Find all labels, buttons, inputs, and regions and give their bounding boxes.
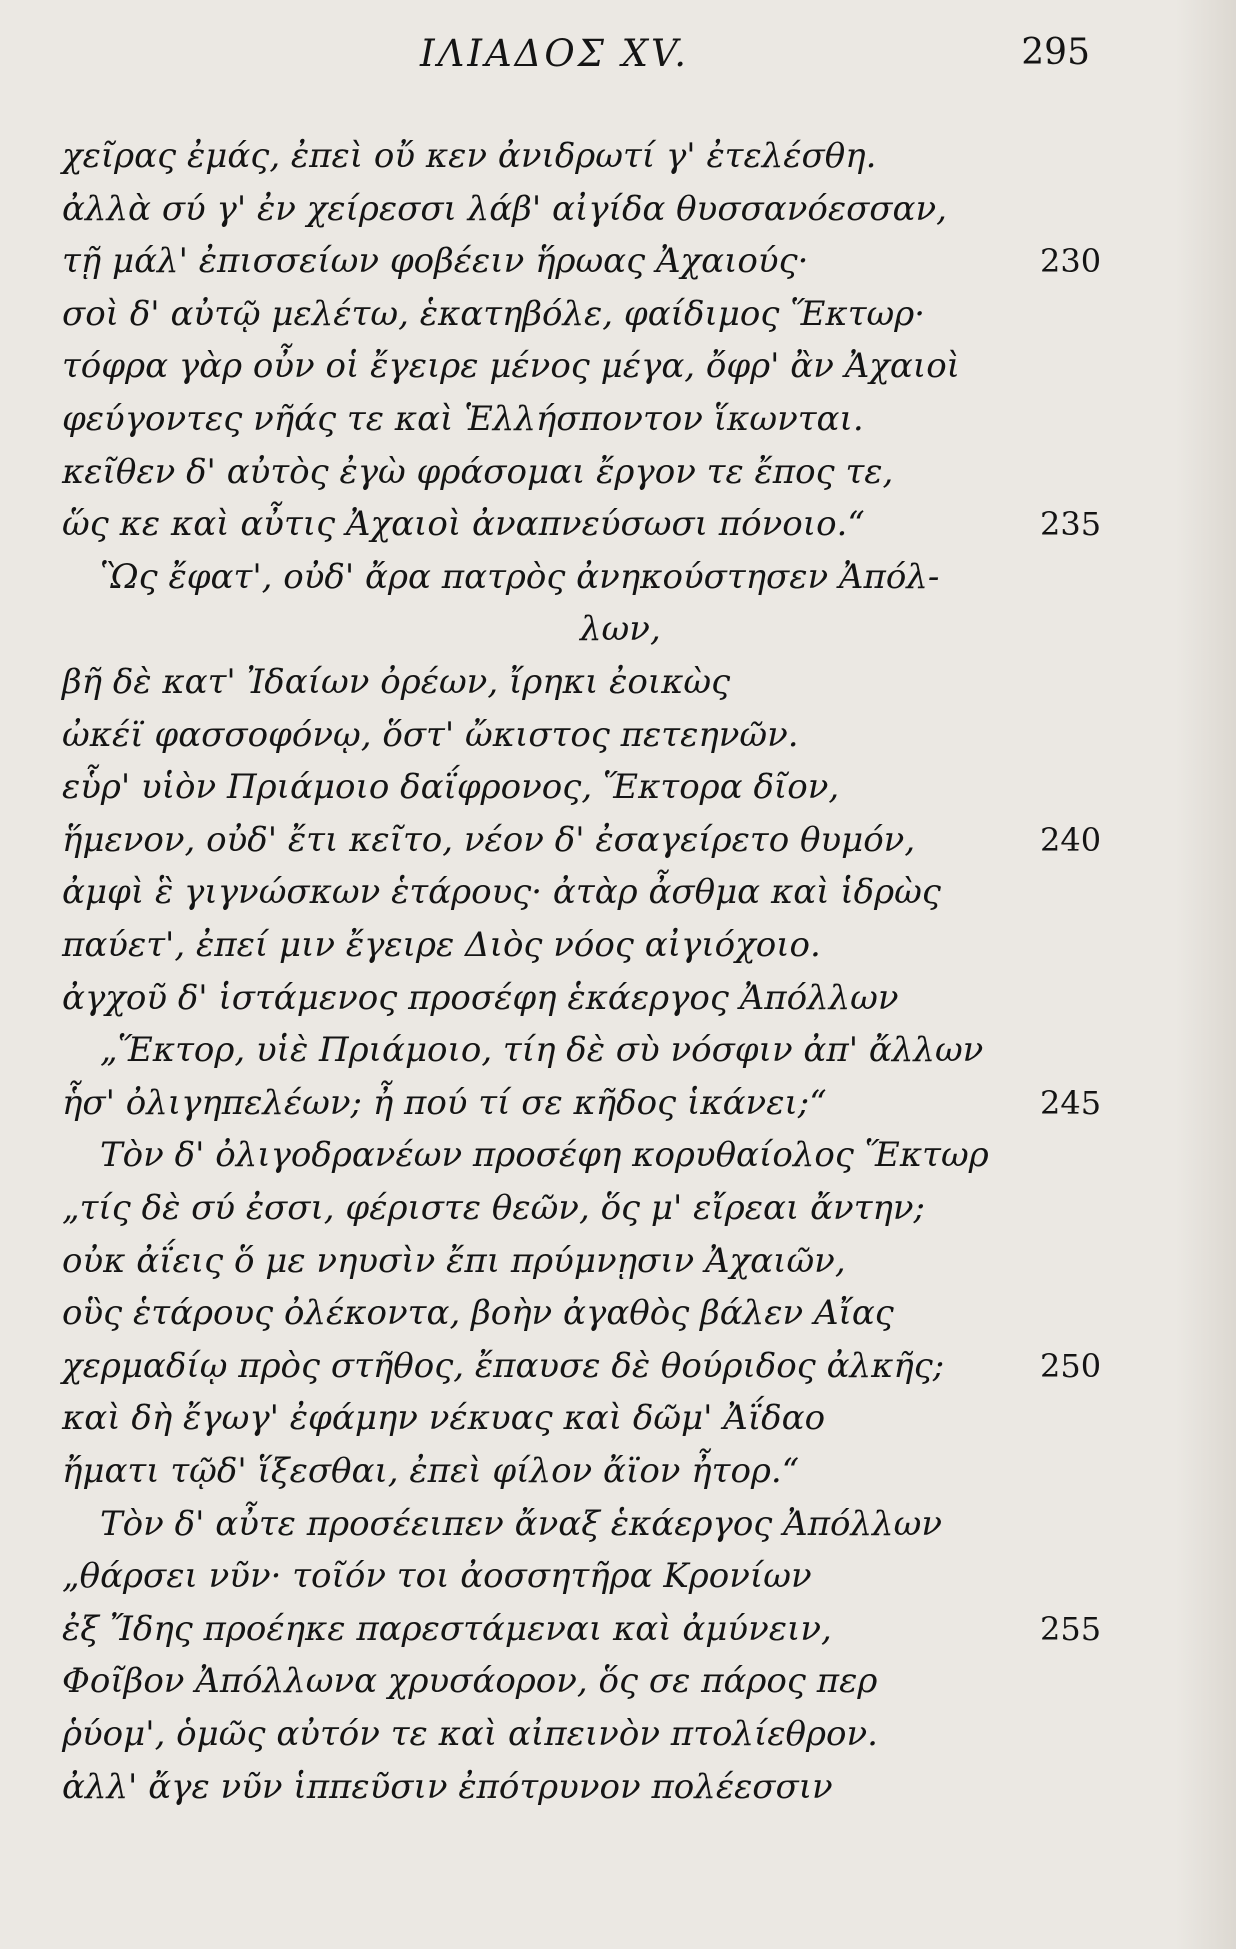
verse-line [0,183,1236,235]
verse-text: ῥύομ', ὁμῶς αὐτόν τε καὶ αἰπεινὸν πτολίεθρον. [62,1714,878,1754]
verse-line [0,1287,1236,1339]
verse-text: „τίς δὲ σύ ἐσσι, φέριστε θεῶν, ὅς μ' εἴρεαι ἄντην; [62,1188,925,1228]
verse-text: τόφρα γὰρ οὖν οἱ ἔγειρε μένος μέγα, ὄφρ' ἂν Ἀχαιοὶ [62,346,960,387]
verse-text: φεύγοντες νῆάς τε καὶ Ἑλλήσποντον ἵκωνται. [62,399,864,439]
verse-text: Φοῖβον Ἀπόλλωνα χρυσάορον, ὅς σε πάρος περ [62,1661,878,1702]
verse-line [0,446,1236,498]
verse-line [0,1392,1236,1444]
verse-text: παύετ', ἐπεί μιν ἔγειρε Διὸς νόος αἰγιόχοιο. [62,925,821,965]
verse-line [0,235,1236,287]
verse-text: οὓς ἑτάρους ὀλέκοντα, βοὴν ἀγαθὸς βάλεν Αἴας [62,1293,894,1334]
verse-line [0,1340,1236,1392]
verse-line [0,1761,1236,1813]
verse-text: σοὶ δ' αὐτῷ μελέτω, ἑκατηβόλε, φαίδιμος Ἕκτωρ· [62,293,926,334]
verse-text: ἀλλ' ἄγε νῦν ἱππεῦσιν ἐπότρυνον πολέεσσιν [62,1766,833,1807]
verse-line [0,866,1236,918]
verse-text: ἧσ' ὀλιγηπελέων; ἦ πού τί σε κῆδος ἱκάνει;“ [62,1082,827,1123]
verse-text: οὐκ ἀΐεις ὅ με νηυσὶν ἔπι πρύμνῃσιν Ἀχαιῶν, [62,1240,846,1281]
verse-line [0,919,1236,971]
verse-line [0,130,1236,182]
verse-text: κεῖθεν δ' αὐτὸς ἐγὼ φράσομαι ἔργον τε ἔπος τε, [62,451,894,492]
verse-line [0,1603,1236,1655]
verse-line [0,393,1236,445]
verse-text: ἀλλὰ σύ γ' ἐν χείρεσσι λάβ' αἰγίδα θυσσανόεσσαν, [62,188,947,229]
verse-text: καὶ δὴ ἔγωγ' ἐφάμην νέκυας καὶ δῶμ' Ἀΐδαο [62,1398,826,1439]
verse-text: ἥμενον, οὐδ' ἔτι κεῖτο, νέον δ' ἐσαγείρετο θυμόν, [62,819,916,860]
verse-text: „θάρσει νῦν· τοῖόν τοι ἀοσσητῆρα Κρονίων [62,1556,812,1597]
line-number: 235 [1040,505,1102,544]
verse-text: Τὸν δ' ὀλιγοδρανέων προσέφη κορυθαίολος Ἕκτωρ [100,1135,989,1176]
verse-line [0,1498,1236,1550]
verse-line [0,288,1236,340]
verse-line [0,1235,1236,1287]
verse-text: ἀμφὶ ἓ γιγνώσκων ἑτάρους· ἀτὰρ ἆσθμα καὶ ἱδρὼς [62,872,941,913]
verse-line [0,1077,1236,1129]
verse-text: „Ἕκτορ, υἱὲ Πριάμοιο, τίη δὲ σὺ νόσφιν ἀπ' ἄλλων [100,1030,984,1071]
verse-line [0,498,1236,550]
verse-line [0,1708,1236,1760]
verse-text: ἤματι τῷδ' ἵξεσθαι, ἐπεὶ φίλον ἄϊον ἦτορ.“ [62,1451,800,1491]
line-number: 245 [1040,1083,1102,1122]
verse-text: Τὸν δ' αὖτε προσέειπεν ἄναξ ἑκάεργος Ἀπόλλων [100,1503,942,1544]
verse-text: ὠκέϊ φασσοφόνῳ, ὅστ' ὤκιστος πετεηνῶν. [62,714,799,755]
page-header [60,32,1090,92]
verse-text: εὗρ' υἱὸν Πριάμοιο δαΐφρονος, Ἕκτορα δῖον, [62,767,840,808]
verse-text: ἀγχοῦ δ' ἱστάμενος προσέφη ἑκάεργος Ἀπόλλων [62,977,899,1018]
verse-line [0,603,1236,655]
verse-line [0,1129,1236,1181]
verse-text: τῇ μάλ' ἐπισσείων φοβέειν ἥρωας Ἀχαιούς· [62,241,809,282]
verse-line [0,1550,1236,1602]
verse-line [0,972,1236,1024]
verse-text: ὥς κε καὶ αὖτις Ἀχαιοὶ ἀναπνεύσωσι πόνοιο.“ [62,504,865,545]
verse-line [0,709,1236,761]
verse-text: ἐξ Ἴδης προέηκε παρεστάμεναι καὶ ἀμύνειν, [62,1608,832,1649]
verse-line [0,656,1236,708]
verse-line [0,1445,1236,1497]
line-number: 255 [1040,1609,1102,1648]
line-number: 250 [1040,1346,1102,1385]
verse-text: χερμαδίῳ πρὸς στῆθος, ἔπαυσε δὲ θούριδος ἀλκῆς; [62,1345,945,1386]
page-number: 295 [1021,32,1090,73]
verse-line [0,551,1236,603]
verse-text: χεῖρας ἐμάς, ἐπεὶ οὔ κεν ἀνιδρωτί γ' ἐτελέσθη. [62,136,877,176]
verse-line [0,340,1236,392]
verse-text: Ὣς ἔφατ', οὐδ' ἄρα πατρὸς ἀνηκούστησεν Ἀπόλ- [100,556,940,597]
line-number: 240 [1040,820,1102,859]
verse-line [0,1182,1236,1234]
verse-line [0,814,1236,866]
verse-line [0,1655,1236,1707]
verse-line [0,761,1236,813]
running-title: ΙΛΙΑΔΟΣ XV. [420,32,690,75]
verse-line [0,1024,1236,1076]
verse-text: βῆ δὲ κατ' Ἰδαίων ὀρέων, ἴρηκι ἐοικὼς [62,662,731,702]
verse-text: λων, [580,609,661,650]
line-number: 230 [1040,242,1102,281]
